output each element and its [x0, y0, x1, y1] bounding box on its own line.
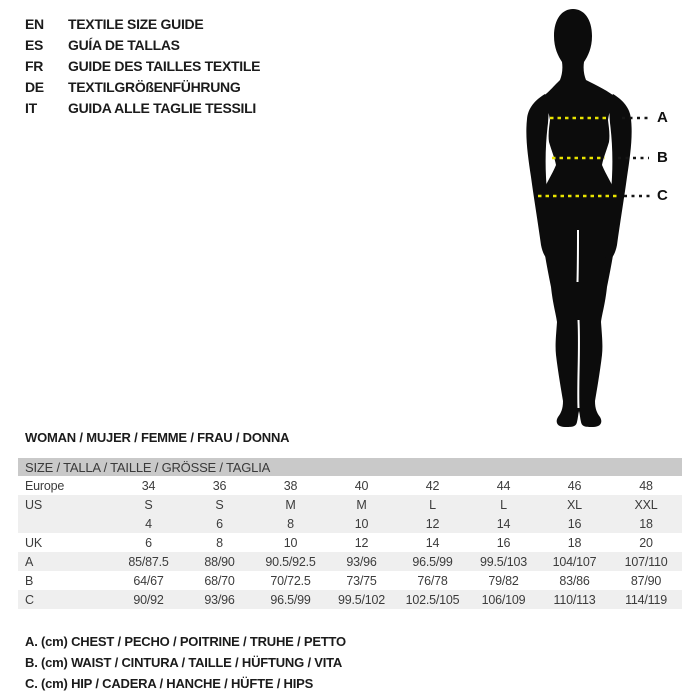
cell: 93/96 — [184, 590, 255, 609]
language-row-es — [25, 34, 260, 55]
language-label: GUIDA ALLE TAGLIE TESSILI — [68, 99, 256, 116]
cell: 70/72.5 — [255, 571, 326, 590]
cell: 87/90 — [610, 571, 682, 590]
cell: 10 — [255, 533, 326, 552]
row-label: UK — [18, 533, 113, 552]
size-table — [18, 458, 682, 609]
cell: 12 — [326, 533, 397, 552]
table-row-chest — [18, 552, 682, 571]
cell: 64/67 — [113, 571, 184, 590]
language-label: TEXTILGRÖßENFÜHRUNG — [68, 78, 241, 95]
row-label: B — [18, 571, 113, 590]
cell: XXL — [610, 495, 682, 514]
measure-label-a: A — [657, 109, 668, 126]
cell: L — [468, 495, 539, 514]
cell: 38 — [255, 476, 326, 495]
cell: 8 — [184, 533, 255, 552]
cell: S — [184, 495, 255, 514]
cell: 96.5/99 — [255, 590, 326, 609]
measurement-legend — [25, 634, 346, 697]
language-row-fr — [25, 55, 260, 76]
cell: 42 — [397, 476, 468, 495]
cell: 14 — [468, 514, 539, 533]
row-label: A — [18, 552, 113, 571]
language-code: IT — [25, 99, 37, 116]
cell: 90.5/92.5 — [255, 552, 326, 571]
language-list — [25, 13, 260, 118]
cell: 14 — [397, 533, 468, 552]
legend-line-chest: A. (cm) CHEST / PECHO / POITRINE / TRUHE / PETTO — [25, 634, 346, 649]
language-label: TEXTILE SIZE GUIDE — [68, 15, 204, 32]
cell: 102.5/105 — [397, 590, 468, 609]
cell: 68/70 — [184, 571, 255, 590]
cell: 88/90 — [184, 552, 255, 571]
cell: M — [326, 495, 397, 514]
cell: 40 — [326, 476, 397, 495]
cell: 48 — [610, 476, 682, 495]
language-row-it — [25, 97, 260, 118]
cell: 16 — [539, 514, 610, 533]
language-row-en — [25, 13, 260, 34]
table-row-us-numeric — [18, 514, 682, 533]
table-row-europe — [18, 476, 682, 495]
cell: M — [255, 495, 326, 514]
table-row-waist — [18, 571, 682, 590]
cell: 114/119 — [610, 590, 682, 609]
cell: 18 — [539, 533, 610, 552]
cell: 99.5/103 — [468, 552, 539, 571]
language-code: DE — [25, 78, 44, 95]
row-label — [18, 514, 113, 533]
cell: 20 — [610, 533, 682, 552]
cell: 76/78 — [397, 571, 468, 590]
row-label: Europe — [18, 476, 113, 495]
cell: 90/92 — [113, 590, 184, 609]
language-code: FR — [25, 57, 44, 74]
cell: 104/107 — [539, 552, 610, 571]
cell: 12 — [397, 514, 468, 533]
cell: 10 — [326, 514, 397, 533]
category-title: WOMAN / MUJER / FEMME / FRAU / DONNA — [25, 430, 290, 445]
table-row-uk — [18, 533, 682, 552]
row-label: US — [18, 495, 113, 514]
cell: 106/109 — [468, 590, 539, 609]
cell: 99.5/102 — [326, 590, 397, 609]
language-code: EN — [25, 15, 44, 32]
cell: 96.5/99 — [397, 552, 468, 571]
language-row-de — [25, 76, 260, 97]
woman-silhouette-figure — [500, 6, 660, 430]
table-row-hip — [18, 590, 682, 609]
size-table-header: SIZE / TALLA / TAILLE / GRÖSSE / TAGLIA — [18, 458, 682, 476]
legend-line-waist: B. (cm) WAIST / CINTURA / TAILLE / HÜFTUNG / VITA — [25, 655, 343, 670]
cell: 46 — [539, 476, 610, 495]
language-code: ES — [25, 36, 44, 53]
cell: 83/86 — [539, 571, 610, 590]
cell: 107/110 — [610, 552, 682, 571]
cell: 34 — [113, 476, 184, 495]
cell: 16 — [468, 533, 539, 552]
legend-line-hip: C. (cm) HIP / CADERA / HANCHE / HÜFTE / HIPS — [25, 676, 314, 691]
cell: S — [113, 495, 184, 514]
cell: 79/82 — [468, 571, 539, 590]
cell: 6 — [184, 514, 255, 533]
size-table-header-row — [18, 458, 682, 476]
cell: 4 — [113, 514, 184, 533]
row-label: C — [18, 590, 113, 609]
cell: 44 — [468, 476, 539, 495]
measure-label-b: B — [657, 149, 668, 166]
cell: 85/87.5 — [113, 552, 184, 571]
cell: 6 — [113, 533, 184, 552]
cell: 93/96 — [326, 552, 397, 571]
cell: 18 — [610, 514, 682, 533]
table-row-us — [18, 495, 682, 514]
cell: 110/113 — [539, 590, 610, 609]
language-label: GUIDE DES TAILLES TEXTILE — [68, 57, 261, 74]
woman-silhouette-icon — [500, 6, 660, 430]
cell: 8 — [255, 514, 326, 533]
cell: 36 — [184, 476, 255, 495]
cell: XL — [539, 495, 610, 514]
measure-label-c: C — [657, 187, 668, 204]
cell: L — [397, 495, 468, 514]
language-label: GUÍA DE TALLAS — [68, 36, 180, 53]
cell: 73/75 — [326, 571, 397, 590]
